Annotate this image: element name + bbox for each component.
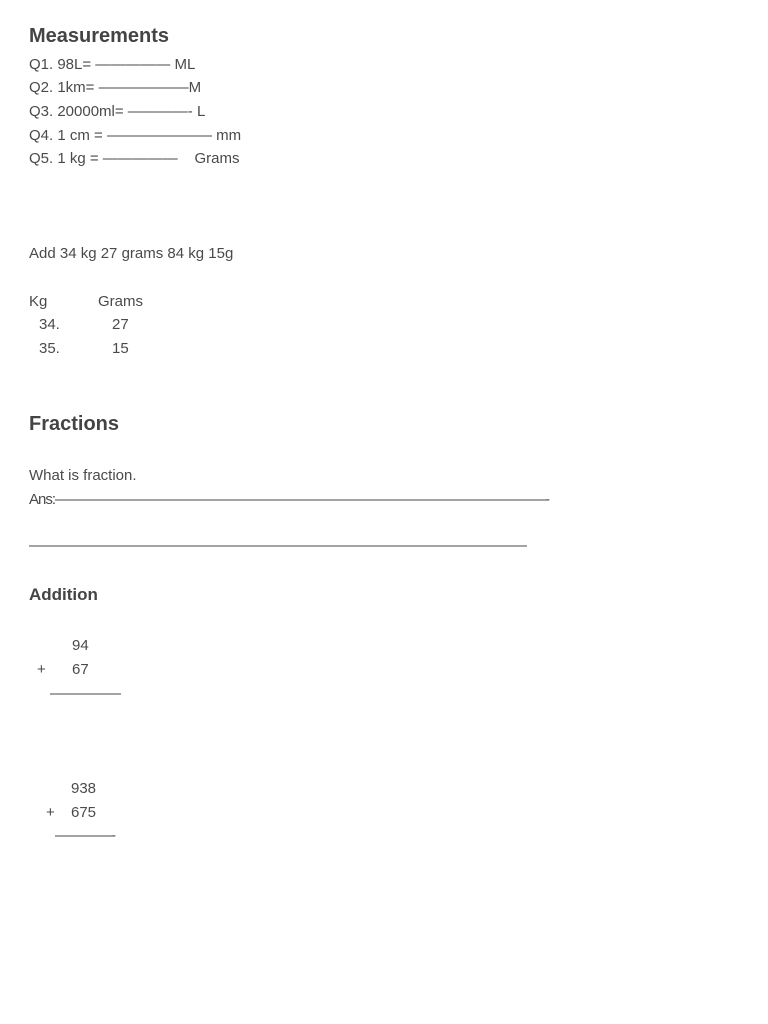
- measurements-heading: Measurements: [29, 25, 170, 47]
- question-q5: Q5. 1 kg = ————— Grams: [29, 150, 240, 167]
- add-weights-prompt: Add 34 kg 27 grams 84 kg 15g: [29, 245, 234, 262]
- addition-heading: Addition: [29, 585, 98, 604]
- addend-top: 938: [71, 780, 97, 797]
- fraction-answer-line-2: ————————————————————————————————————: [29, 537, 526, 554]
- addend-bottom: 675: [71, 804, 97, 821]
- table-header-grams: Grams: [98, 293, 143, 310]
- table-cell: 35.: [39, 340, 60, 357]
- table-cell: 27: [112, 316, 129, 333]
- addend-top: 94: [72, 637, 89, 654]
- plus-operator: +: [37, 661, 46, 678]
- fraction-question: What is fraction.: [29, 467, 137, 484]
- question-q2: Q2. 1km= ——————M: [29, 79, 202, 96]
- question-q1: Q1. 98L= ————— ML: [29, 56, 196, 73]
- table-cell: 34.: [39, 316, 60, 333]
- table-header-kg: Kg: [29, 293, 48, 310]
- question-q3: Q3. 20000ml= ————- L: [29, 103, 206, 120]
- sum-rule: ————-: [55, 827, 115, 844]
- addend-bottom: 67: [72, 661, 89, 678]
- plus-operator: +: [46, 804, 55, 821]
- fractions-heading: Fractions: [29, 413, 120, 435]
- question-q4: Q4. 1 cm = ——————— mm: [29, 127, 242, 144]
- fraction-answer-line: Ans:———————————————————————————————————-: [29, 491, 550, 508]
- sum-rule: —————: [50, 685, 120, 702]
- table-cell: 15: [112, 340, 129, 357]
